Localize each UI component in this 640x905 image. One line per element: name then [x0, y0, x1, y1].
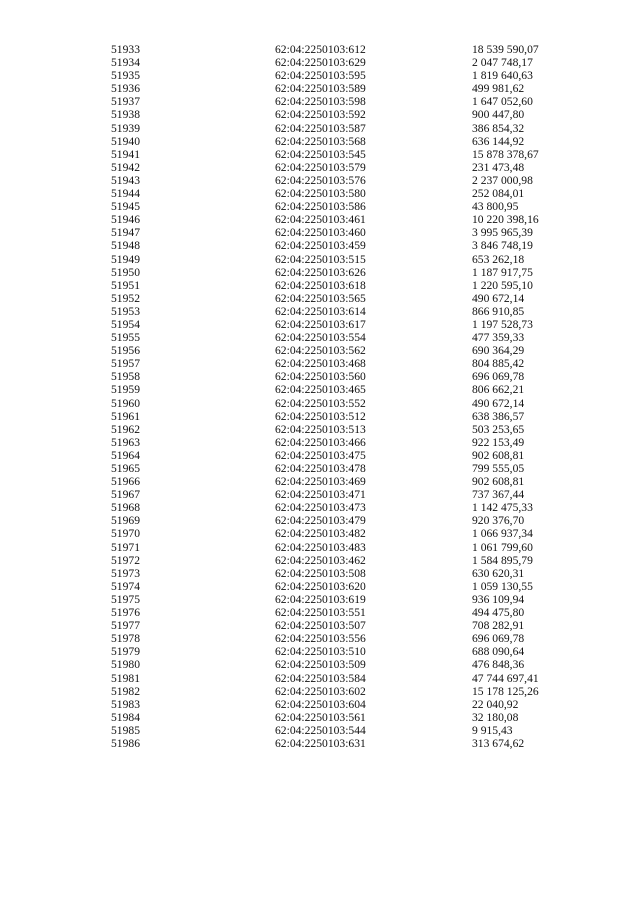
- table-row: [0, 292, 640, 305]
- cadastral-number-cell: 62:04:2250103:471: [275, 488, 366, 502]
- cadastral-number-cell: 62:04:2250103:509: [275, 658, 366, 672]
- row-number-cell: 51973: [111, 566, 140, 580]
- cadastral-value-cell: 503 253,65: [472, 422, 525, 436]
- cadastral-number-cell: 62:04:2250103:576: [275, 173, 366, 187]
- table-row: [0, 357, 640, 370]
- row-number-cell: 51958: [111, 370, 140, 384]
- cadastral-number-cell: 62:04:2250103:631: [275, 736, 366, 750]
- cadastral-value-cell: 47 744 697,41: [472, 671, 539, 685]
- row-number-cell: 51966: [111, 475, 140, 489]
- table-row: [0, 475, 640, 488]
- table-row: [0, 239, 640, 252]
- row-number-cell: 51943: [111, 173, 140, 187]
- row-number-cell: 51956: [111, 344, 140, 358]
- cadastral-value-cell: 902 608,81: [472, 448, 525, 462]
- cadastral-value-cell: 653 262,18: [472, 252, 525, 266]
- row-number-cell: 51972: [111, 553, 140, 567]
- table-row: [0, 698, 640, 711]
- cadastral-value-cell: 1 187 917,75: [472, 265, 533, 279]
- cadastral-number-cell: 62:04:2250103:598: [275, 95, 366, 109]
- table-row: [0, 213, 640, 226]
- row-number-cell: 51984: [111, 710, 140, 724]
- cadastral-number-cell: 62:04:2250103:561: [275, 710, 366, 724]
- table-row: [0, 737, 640, 750]
- table-row: [0, 266, 640, 279]
- cadastral-value-cell: 920 376,70: [472, 514, 525, 528]
- row-number-cell: 51965: [111, 462, 140, 475]
- cadastral-number-cell: 62:04:2250103:479: [275, 514, 366, 528]
- cadastral-value-cell: 476 848,36: [472, 658, 525, 672]
- row-number-cell: 51960: [111, 396, 140, 410]
- row-number-cell: 51957: [111, 357, 140, 371]
- table-row: [0, 397, 640, 410]
- row-number-cell: 51954: [111, 317, 140, 331]
- row-number-cell: 51935: [111, 69, 140, 83]
- row-number-cell: 51953: [111, 304, 140, 318]
- cadastral-number-cell: 62:04:2250103:604: [275, 697, 366, 711]
- row-number-cell: 51950: [111, 265, 140, 279]
- row-number-cell: 51981: [111, 671, 140, 685]
- table-row: [0, 514, 640, 527]
- cadastral-number-cell: 62:04:2250103:466: [275, 435, 366, 449]
- row-number-cell: 51949: [111, 252, 140, 266]
- cadastral-number-cell: 62:04:2250103:586: [275, 200, 366, 214]
- cadastral-number-cell: 62:04:2250103:515: [275, 252, 366, 266]
- cadastral-value-cell: 2 047 748,17: [472, 56, 533, 70]
- cadastral-value-cell: 900 447,80: [472, 108, 525, 122]
- row-number-cell: 51941: [111, 147, 140, 161]
- cadastral-number-cell: 62:04:2250103:478: [275, 462, 366, 475]
- cadastral-number-cell: 62:04:2250103:475: [275, 448, 366, 462]
- row-number-cell: 51985: [111, 723, 140, 737]
- cadastral-value-cell: 9 915,43: [472, 723, 513, 737]
- row-number-cell: 51968: [111, 501, 140, 515]
- cadastral-value-cell: 690 364,29: [472, 344, 525, 358]
- cadastral-value-cell: 922 153,49: [472, 435, 525, 449]
- row-number-cell: 51974: [111, 579, 140, 593]
- table-row: [0, 318, 640, 331]
- cadastral-value-table: [0, 43, 640, 750]
- table-row: [0, 43, 640, 56]
- cadastral-value-cell: 1 061 799,60: [472, 540, 533, 554]
- cadastral-number-cell: 62:04:2250103:579: [275, 160, 366, 174]
- cadastral-value-cell: 2 237 000,98: [472, 173, 533, 187]
- table-row: [0, 567, 640, 580]
- table-row: [0, 645, 640, 658]
- cadastral-value-cell: 638 386,57: [472, 409, 525, 423]
- cadastral-value-cell: 1 819 640,63: [472, 69, 533, 83]
- row-number-cell: 51959: [111, 383, 140, 397]
- cadastral-value-cell: 799 555,05: [472, 462, 525, 475]
- table-row: [0, 423, 640, 436]
- cadastral-value-cell: 10 220 398,16: [472, 213, 539, 227]
- cadastral-number-cell: 62:04:2250103:587: [275, 121, 366, 135]
- row-number-cell: 51934: [111, 56, 140, 70]
- cadastral-number-cell: 62:04:2250103:602: [275, 684, 366, 698]
- row-number-cell: 51969: [111, 514, 140, 528]
- table-row: [0, 711, 640, 724]
- cadastral-number-cell: 62:04:2250103:560: [275, 370, 366, 384]
- row-number-cell: 51937: [111, 95, 140, 109]
- cadastral-number-cell: 62:04:2250103:595: [275, 69, 366, 83]
- row-number-cell: 51933: [111, 43, 140, 56]
- table-row: [0, 580, 640, 593]
- row-number-cell: 51945: [111, 200, 140, 214]
- cadastral-number-cell: 62:04:2250103:508: [275, 566, 366, 580]
- row-number-cell: 51962: [111, 422, 140, 436]
- table-row: [0, 135, 640, 148]
- cadastral-value-cell: 15 878 378,67: [472, 147, 539, 161]
- row-number-cell: 51978: [111, 632, 140, 646]
- cadastral-number-cell: 62:04:2250103:512: [275, 409, 366, 423]
- table-row: [0, 541, 640, 554]
- cadastral-value-cell: 3 846 748,19: [472, 239, 533, 253]
- table-row: [0, 187, 640, 200]
- cadastral-value-cell: 696 069,78: [472, 370, 525, 384]
- cadastral-number-cell: 62:04:2250103:580: [275, 187, 366, 201]
- cadastral-number-cell: 62:04:2250103:618: [275, 278, 366, 292]
- row-number-cell: 51967: [111, 488, 140, 502]
- table-row: [0, 606, 640, 619]
- table-row: [0, 383, 640, 396]
- table-row: [0, 410, 640, 423]
- cadastral-value-cell: 3 995 965,39: [472, 226, 533, 240]
- row-number-cell: 51975: [111, 592, 140, 606]
- cadastral-value-cell: 313 674,62: [472, 736, 525, 750]
- row-number-cell: 51955: [111, 331, 140, 345]
- cadastral-value-cell: 1 220 595,10: [472, 278, 533, 292]
- cadastral-number-cell: 62:04:2250103:554: [275, 331, 366, 345]
- table-row: [0, 226, 640, 239]
- row-number-cell: 51979: [111, 645, 140, 659]
- cadastral-number-cell: 62:04:2250103:510: [275, 645, 366, 659]
- cadastral-value-cell: 866 910,85: [472, 304, 525, 318]
- row-number-cell: 51952: [111, 291, 140, 305]
- cadastral-value-cell: 804 885,42: [472, 357, 525, 371]
- table-row: [0, 253, 640, 266]
- cadastral-value-cell: 231 473,48: [472, 160, 525, 174]
- row-number-cell: 51980: [111, 658, 140, 672]
- cadastral-number-cell: 62:04:2250103:562: [275, 344, 366, 358]
- cadastral-number-cell: 62:04:2250103:473: [275, 501, 366, 515]
- cadastral-value-cell: 1 647 052,60: [472, 95, 533, 109]
- cadastral-number-cell: 62:04:2250103:507: [275, 619, 366, 633]
- table-row: [0, 174, 640, 187]
- row-number-cell: 51982: [111, 684, 140, 698]
- table-row: [0, 56, 640, 69]
- cadastral-value-cell: 1 584 895,79: [472, 553, 533, 567]
- row-number-cell: 51970: [111, 527, 140, 541]
- table-row: [0, 658, 640, 671]
- row-number-cell: 51947: [111, 226, 140, 240]
- cadastral-value-cell: 936 109,94: [472, 592, 525, 606]
- cadastral-number-cell: 62:04:2250103:483: [275, 540, 366, 554]
- cadastral-value-cell: 18 539 590,07: [472, 43, 539, 56]
- cadastral-value-cell: 499 981,62: [472, 82, 525, 96]
- table-row: [0, 108, 640, 121]
- cadastral-number-cell: 62:04:2250103:619: [275, 592, 366, 606]
- cadastral-number-cell: 62:04:2250103:513: [275, 422, 366, 436]
- row-number-cell: 51948: [111, 239, 140, 253]
- cadastral-value-cell: 688 090,64: [472, 645, 525, 659]
- cadastral-number-cell: 62:04:2250103:629: [275, 56, 366, 70]
- row-number-cell: 51942: [111, 160, 140, 174]
- cadastral-value-cell: 902 608,81: [472, 475, 525, 489]
- table-row: [0, 449, 640, 462]
- table-row: [0, 501, 640, 514]
- cadastral-number-cell: 62:04:2250103:462: [275, 553, 366, 567]
- table-row: [0, 554, 640, 567]
- cadastral-value-cell: 1 066 937,34: [472, 527, 533, 541]
- cadastral-number-cell: 62:04:2250103:620: [275, 579, 366, 593]
- cadastral-value-cell: 696 069,78: [472, 632, 525, 646]
- row-number-cell: 51944: [111, 187, 140, 201]
- cadastral-number-cell: 62:04:2250103:461: [275, 213, 366, 227]
- row-number-cell: 51946: [111, 213, 140, 227]
- cadastral-number-cell: 62:04:2250103:459: [275, 239, 366, 253]
- cadastral-value-cell: 708 282,91: [472, 619, 525, 633]
- table-row: [0, 279, 640, 292]
- cadastral-value-cell: 386 854,32: [472, 121, 525, 135]
- cadastral-number-cell: 62:04:2250103:482: [275, 527, 366, 541]
- row-number-cell: 51964: [111, 448, 140, 462]
- cadastral-number-cell: 62:04:2250103:565: [275, 291, 366, 305]
- table-row: [0, 593, 640, 606]
- cadastral-value-cell: 43 800,95: [472, 200, 519, 214]
- table-row: [0, 370, 640, 383]
- cadastral-value-cell: 1 197 528,73: [472, 317, 533, 331]
- cadastral-value-cell: 477 359,33: [472, 331, 525, 345]
- cadastral-value-cell: 636 144,92: [472, 134, 525, 148]
- cadastral-number-cell: 62:04:2250103:544: [275, 723, 366, 737]
- cadastral-number-cell: 62:04:2250103:584: [275, 671, 366, 685]
- table-row: [0, 69, 640, 82]
- row-number-cell: 51936: [111, 82, 140, 96]
- table-row: [0, 305, 640, 318]
- table-row: [0, 724, 640, 737]
- row-number-cell: 51971: [111, 540, 140, 554]
- table-row: [0, 685, 640, 698]
- row-number-cell: 51977: [111, 619, 140, 633]
- cadastral-value-cell: 1 142 475,33: [472, 501, 533, 515]
- cadastral-value-cell: 15 178 125,26: [472, 684, 539, 698]
- cadastral-number-cell: 62:04:2250103:460: [275, 226, 366, 240]
- row-number-cell: 51938: [111, 108, 140, 122]
- cadastral-number-cell: 62:04:2250103:545: [275, 147, 366, 161]
- table-row: [0, 161, 640, 174]
- row-number-cell: 51940: [111, 134, 140, 148]
- table-row: [0, 331, 640, 344]
- table-row: [0, 95, 640, 108]
- cadastral-number-cell: 62:04:2250103:468: [275, 357, 366, 371]
- cadastral-value-cell: 490 672,14: [472, 291, 525, 305]
- table-row: [0, 488, 640, 501]
- cadastral-value-cell: 490 672,14: [472, 396, 525, 410]
- table-row: [0, 436, 640, 449]
- cadastral-number-cell: 62:04:2250103:465: [275, 383, 366, 397]
- table-row: [0, 148, 640, 161]
- row-number-cell: 51976: [111, 606, 140, 620]
- row-number-cell: 51951: [111, 278, 140, 292]
- table-row: [0, 344, 640, 357]
- cadastral-number-cell: 62:04:2250103:552: [275, 396, 366, 410]
- table-row: [0, 619, 640, 632]
- cadastral-value-cell: 806 662,21: [472, 383, 525, 397]
- cadastral-value-cell: 630 620,31: [472, 566, 525, 580]
- cadastral-number-cell: 62:04:2250103:626: [275, 265, 366, 279]
- cadastral-value-cell: 1 059 130,55: [472, 579, 533, 593]
- cadastral-number-cell: 62:04:2250103:614: [275, 304, 366, 318]
- table-row: [0, 632, 640, 645]
- table-row: [0, 527, 640, 540]
- cadastral-value-cell: 737 367,44: [472, 488, 525, 502]
- table-row: [0, 82, 640, 95]
- cadastral-number-cell: 62:04:2250103:551: [275, 606, 366, 620]
- cadastral-value-cell: 494 475,80: [472, 606, 525, 620]
- row-number-cell: 51983: [111, 697, 140, 711]
- row-number-cell: 51961: [111, 409, 140, 423]
- row-number-cell: 51939: [111, 121, 140, 135]
- cadastral-number-cell: 62:04:2250103:592: [275, 108, 366, 122]
- cadastral-value-cell: 32 180,08: [472, 710, 519, 724]
- row-number-cell: 51986: [111, 736, 140, 750]
- cadastral-number-cell: 62:04:2250103:612: [275, 43, 366, 56]
- table-row: [0, 462, 640, 475]
- table-row: [0, 672, 640, 685]
- cadastral-number-cell: 62:04:2250103:568: [275, 134, 366, 148]
- cadastral-number-cell: 62:04:2250103:589: [275, 82, 366, 96]
- table-row: [0, 122, 640, 135]
- cadastral-number-cell: 62:04:2250103:556: [275, 632, 366, 646]
- row-number-cell: 51963: [111, 435, 140, 449]
- cadastral-value-cell: 252 084,01: [472, 187, 525, 201]
- cadastral-number-cell: 62:04:2250103:617: [275, 317, 366, 331]
- cadastral-value-cell: 22 040,92: [472, 697, 519, 711]
- cadastral-number-cell: 62:04:2250103:469: [275, 475, 366, 489]
- table-row: [0, 200, 640, 213]
